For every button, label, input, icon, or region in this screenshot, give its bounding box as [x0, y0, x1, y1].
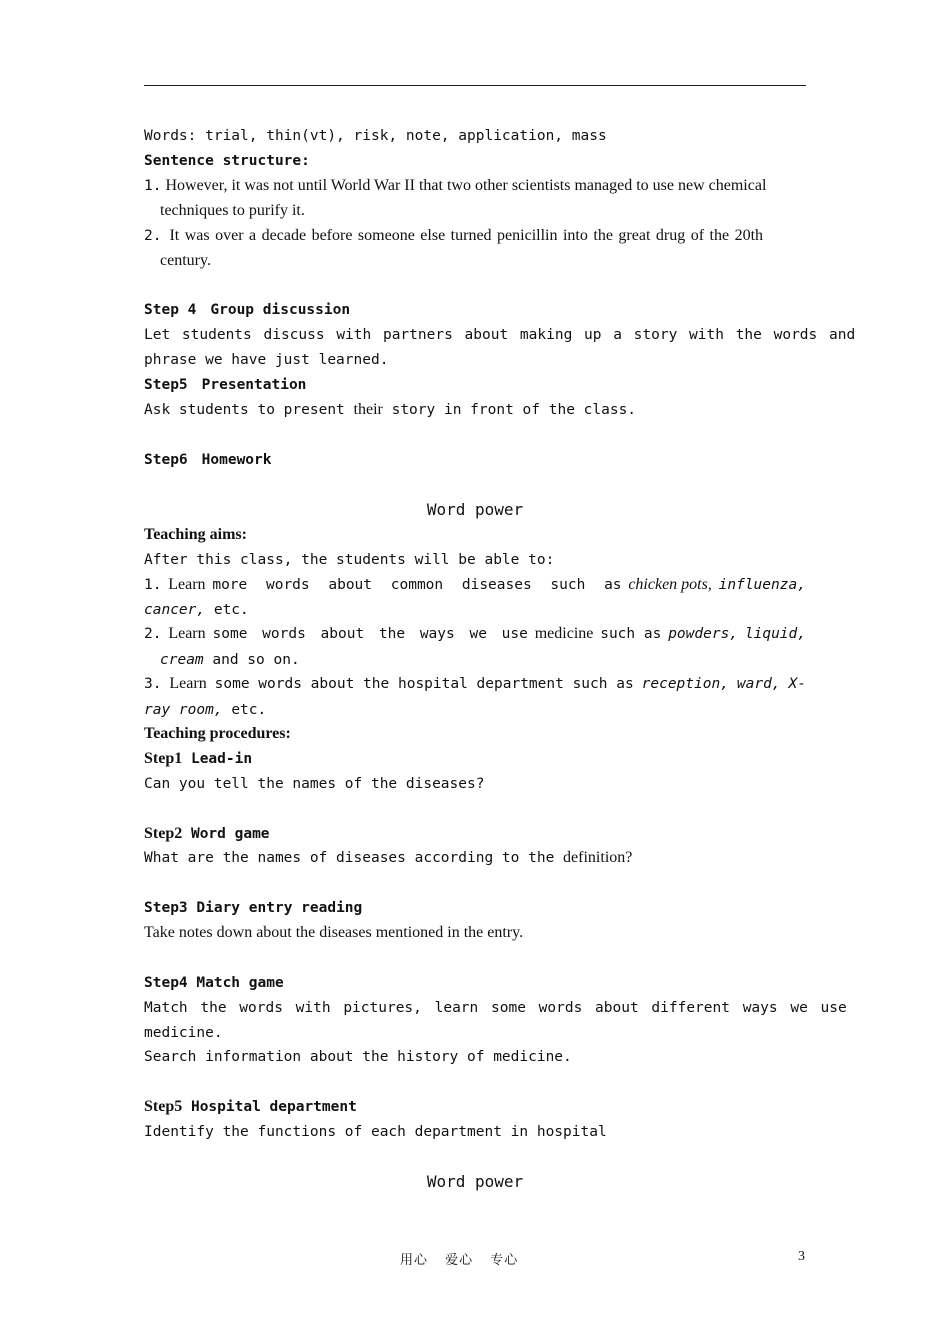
- sentence-1-number: 1.: [144, 178, 162, 194]
- aim-2-text: some words about the ways we use: [212, 626, 528, 642]
- sentence-1-line-1: [144, 176, 806, 196]
- aim-1-etc: etc.: [213, 602, 249, 618]
- header-rule: [144, 85, 806, 86]
- sentence-structure-heading: Sentence structure:: [144, 153, 310, 169]
- aim-1-text: more words about common diseases such as: [212, 577, 622, 593]
- teaching-procedures-heading: Teaching procedures:: [144, 725, 291, 742]
- sentence-2-number: 2.: [144, 228, 162, 244]
- aim-3-number: 3.: [144, 676, 162, 692]
- b-step4-label: Step4: [144, 975, 188, 991]
- b-step4-body-line-2: medicine.: [144, 1025, 223, 1041]
- aim-3-etc: etc.: [231, 702, 267, 718]
- step6-name: Homework: [201, 452, 272, 468]
- aim-2-line-2: [160, 650, 806, 670]
- step6-heading: [144, 450, 806, 470]
- step5-body-their: their: [353, 401, 383, 418]
- b-step1-heading: [144, 749, 806, 769]
- aim-3-example-reception: reception,: [641, 676, 729, 692]
- sentence-2-line-2: century.: [160, 252, 211, 269]
- aim-2-line-1: [144, 624, 806, 644]
- b-step5-heading: [144, 1097, 806, 1117]
- b-step1-name: Lead-in: [190, 751, 253, 767]
- b-step3-name: Diary entry reading: [196, 900, 363, 916]
- vocabulary-words-line: Words: trial, thin(vt), risk, note, application, mass: [144, 128, 607, 144]
- b-step4-body-line-1: Match the words with pictures, learn some words about different ways we use: [144, 1000, 847, 1016]
- step5-body-start: Ask students to present: [144, 402, 345, 418]
- b-step1-label: Step1: [144, 750, 183, 767]
- b-step2-body: [144, 848, 806, 868]
- aim-3-text: some words about the hospital department such as: [214, 676, 634, 692]
- b-step5-label: Step5: [144, 1098, 183, 1115]
- aim-1-number: 1.: [144, 577, 162, 593]
- b-step3-body: Take notes down about the diseases mentioned in the entry.: [144, 924, 524, 941]
- b-step2-label: Step2: [144, 825, 183, 842]
- aim-2-and-so-on: and so on.: [212, 652, 300, 668]
- aim-1-line-1: [144, 575, 806, 595]
- aim-2-such-as: such as: [600, 626, 662, 642]
- footer-motto: 用心 爱心 专心: [400, 1253, 519, 1268]
- sentence-2-text: It was over a decade before someone else turned penicillin into the great drug of the 20th: [169, 227, 764, 244]
- teaching-aims-intro: After this class, the students will be able to:: [144, 552, 555, 568]
- aim-1-line-2: [144, 600, 806, 620]
- step5-name: Presentation: [201, 377, 307, 393]
- b-step3-label: Step3: [144, 900, 188, 916]
- step5-body: [144, 400, 806, 420]
- teaching-aims-heading: Teaching aims:: [144, 526, 247, 543]
- step6-label: Step6: [144, 452, 188, 468]
- b-step1-body: Can you tell the names of the diseases?: [144, 776, 485, 792]
- aim-3-line-1: [144, 674, 806, 694]
- aim-3-example-x: X-: [788, 676, 806, 692]
- sentence-1-text: However, it was not until World War II that two other scientists managed to use new chemical: [165, 177, 767, 194]
- aim-1-learn: Learn: [168, 576, 206, 593]
- b-step2-body-definition: definition?: [563, 849, 633, 866]
- aim-1-example-chicken-pots: chicken pots,: [628, 576, 712, 593]
- step5-heading: [144, 375, 806, 395]
- aim-3-example-ward: ward,: [736, 676, 781, 692]
- b-step5-name: Hospital department: [190, 1099, 357, 1115]
- step5-body-end: story in front of the class.: [391, 402, 637, 418]
- b-step3-heading: [144, 898, 806, 918]
- step5-label: Step5: [144, 377, 188, 393]
- aim-1-example-cancer: cancer,: [144, 602, 206, 618]
- aim-3-learn: Learn: [169, 675, 207, 692]
- page-number: 3: [798, 1249, 805, 1264]
- b-step2-body-start: What are the names of diseases according to the: [144, 850, 555, 866]
- b-step2-heading: [144, 824, 806, 844]
- b-step2-name: Word game: [190, 826, 270, 842]
- aim-2-number: 2.: [144, 626, 162, 642]
- aim-2-example-powders: powders,: [668, 626, 739, 642]
- word-power-title: Word power: [426, 500, 524, 519]
- word-power-title-2: Word power: [426, 1172, 524, 1191]
- aim-3-line-2: [144, 700, 806, 720]
- step4-name: Group discussion: [210, 302, 351, 318]
- step4-heading: [144, 300, 806, 320]
- step4-label: Step 4: [144, 302, 197, 318]
- step4-body-line-2: phrase we have just learned.: [144, 352, 389, 368]
- sentence-1-line-2: techniques to purify it.: [160, 202, 305, 219]
- b-step4-body-line-3: Search information about the history of medicine.: [144, 1049, 572, 1065]
- aim-3-example-ray-room: ray room,: [144, 702, 223, 718]
- aim-2-example-cream: cream: [160, 652, 204, 668]
- b-step5-body: Identify the functions of each department in hospital: [144, 1124, 607, 1140]
- sentence-2-line-1: [144, 226, 806, 246]
- b-step4-heading: [144, 973, 806, 993]
- aim-1-example-influenza: influenza,: [718, 577, 806, 593]
- aim-2-medicine: medicine: [534, 625, 594, 642]
- step4-body-line-1: Let students discuss with partners about making up a story with the words and: [144, 327, 856, 343]
- aim-2-learn: Learn: [168, 625, 206, 642]
- b-step4-name: Match game: [196, 975, 284, 991]
- aim-2-example-liquid: liquid,: [744, 626, 806, 642]
